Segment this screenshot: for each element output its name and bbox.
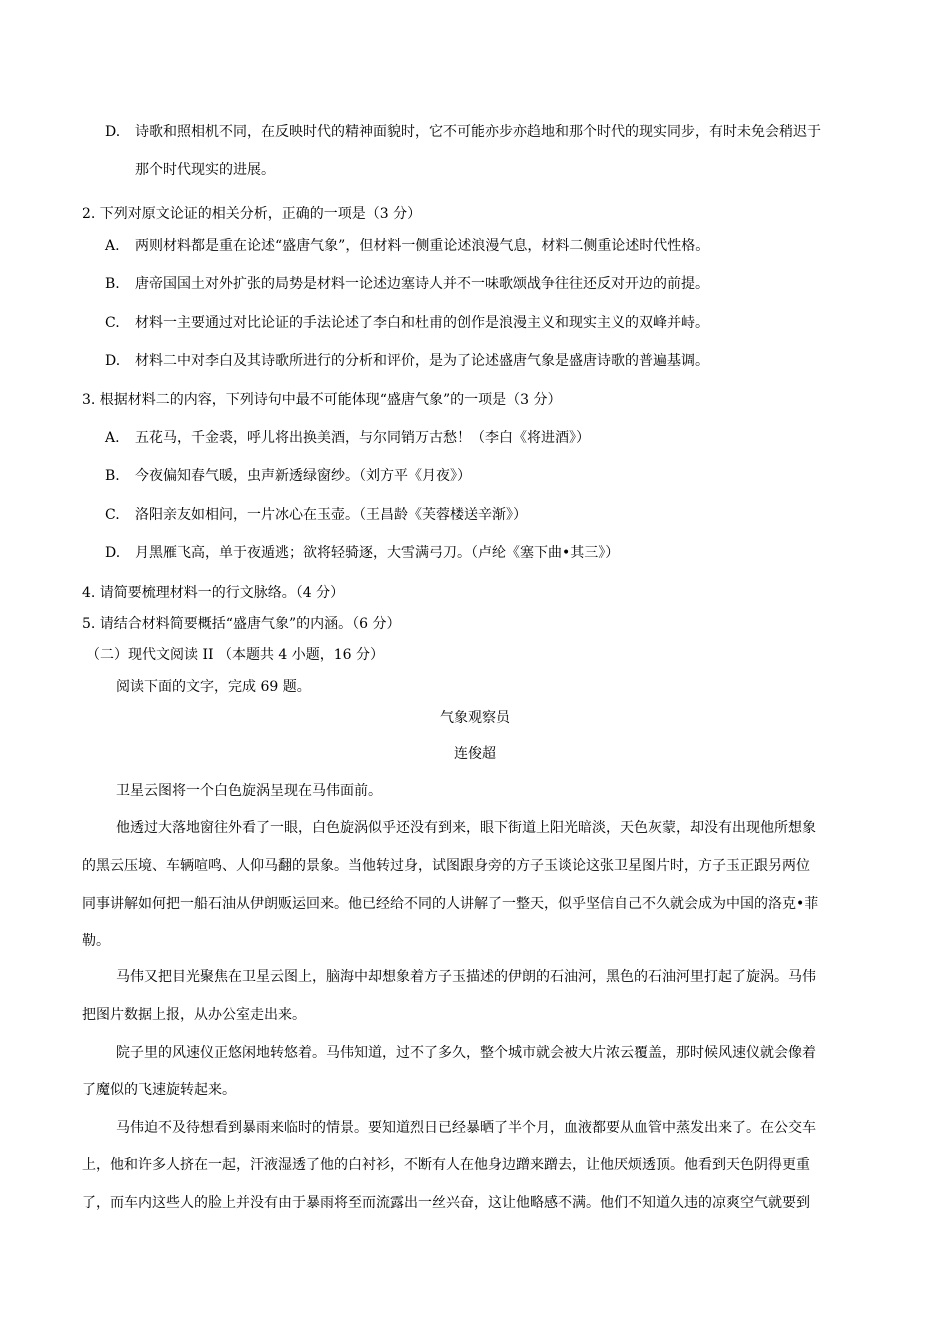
question-4: 4. 请简要梳理材料一的行文脉络。（4 分） xyxy=(82,585,345,601)
option-letter: B. xyxy=(105,468,120,484)
q2-option-d xyxy=(105,351,709,371)
option-letter: B. xyxy=(105,276,120,292)
option-text: 材料二中对李白及其诗歌所进行的分析和评价，是为了论述盛唐气象是盛唐诗歌的普遍基调。 xyxy=(135,353,709,369)
option-letter: A. xyxy=(105,238,120,254)
q2-option-b xyxy=(105,274,709,294)
q3-option-a xyxy=(105,428,590,448)
option-text: 今夜偏知春气暖，虫声新透绿窗纱。（刘方平《月夜》） xyxy=(135,468,471,484)
option-d-line2: 那个时代现实的进展。 xyxy=(135,162,275,178)
reading-instruction: 阅读下面的文字，完成 69 题。 xyxy=(116,679,311,695)
question-2-stem: 2. 下列对原文论证的相关分析，正确的一项是（3 分） xyxy=(82,206,422,222)
option-letter: D. xyxy=(105,124,121,140)
paragraph-5-line-2: 上，他和许多人挤在一起，汗液湿透了他的白衬衫，不断有人在他身边蹭来蹭去，让他厌烦透顶。他看到天色阴得更重 xyxy=(82,1157,810,1173)
option-text: 唐帝国国土对外扩张的局势是材料一论述边塞诗人并不一味歌颂战争往往还反对开边的前提。 xyxy=(135,276,709,292)
option-d-line1 xyxy=(105,122,821,142)
paragraph-2-line-1: 他透过大落地窗往外看了一眼，白色旋涡似乎还没有到来，眼下街道上阳光暗淡，天色灰蒙，却没有出现他所想象 xyxy=(116,820,816,836)
paragraph-1-line-1: 卫星云图将一个白色旋涡呈现在马伟面前。 xyxy=(116,783,382,799)
paragraph-4-line-2: 了魔似的飞速旋转起来。 xyxy=(82,1082,236,1098)
q2-option-c xyxy=(105,313,709,333)
option-text: 五花马，千金裘，呼儿将出换美酒，与尔同销万古愁！（李白《将进酒》） xyxy=(135,430,590,446)
option-text: 诗歌和照相机不同，在反映时代的精神面貌时，它不可能亦步亦趋地和那个时代的现实同步，有时未免会稍迟于 xyxy=(135,124,821,140)
option-text: 材料一主要通过对比论证的手法论述了李白和杜甫的创作是浪漫主义和现实主义的双峰并峙。 xyxy=(135,315,709,331)
section-heading: （二）现代文阅读 II （本题共 4 小题，16 分） xyxy=(86,647,385,663)
paragraph-4-line-1: 院子里的风速仪正悠闲地转悠着。马伟知道，过不了多久，整个城市就会被大片浓云覆盖，那时候风速仪就会像着 xyxy=(116,1045,816,1061)
q3-option-d xyxy=(105,543,619,563)
paragraph-3-line-2: 把图片数据上报，从办公室走出来。 xyxy=(82,1007,306,1023)
option-letter: C. xyxy=(105,507,120,523)
paragraph-3-line-1: 马伟又把目光聚焦在卫星云图上，脑海中却想象着方子玉描述的伊朗的石油河，黑色的石油河里打起了旋涡。马伟 xyxy=(116,969,816,985)
article-author: 连俊超 xyxy=(454,746,496,762)
paragraph-2-line-3: 同事讲解如何把一船石油从伊朗贩运回来。他已经给不同的人讲解了一整天，似乎坚信自己不久就会成为中国的洛克•菲 xyxy=(82,896,819,912)
option-text: 洛阳亲友如相问，一片冰心在玉壶。（王昌龄《芙蓉楼送辛渐》） xyxy=(135,507,527,523)
q3-option-b xyxy=(105,466,471,486)
question-5: 5. 请结合材料简要概括“盛唐气象”的内涵。（6 分） xyxy=(82,616,401,632)
option-text: 两则材料都是重在论述“盛唐气象”，但材料一侧重论述浪漫气息，材料二侧重论述时代性格。 xyxy=(135,238,710,254)
article-title: 气象观察员 xyxy=(440,710,510,726)
option-text: 月黑雁飞高，单于夜遁逃；欲将轻骑逐，大雪满弓刀。（卢纶《塞下曲•其三》） xyxy=(135,545,620,561)
paragraph-5-line-3: 了，而车内这些人的脸上并没有由于暴雨将至而流露出一丝兴奋，这让他略感不满。他们不知道久违的凉爽空气就要到 xyxy=(82,1195,810,1211)
option-letter: C. xyxy=(105,315,120,331)
q2-option-a xyxy=(105,236,709,256)
paragraph-2-line-2: 的黑云压境、车辆喧鸣、人仰马翻的景象。当他转过身，试图跟身旁的方子玉谈论这张卫星图片时，方子玉正跟另两位 xyxy=(82,858,810,874)
paragraph-2-line-4: 勒。 xyxy=(82,933,110,949)
option-letter: A. xyxy=(105,430,120,446)
option-letter: D. xyxy=(105,545,121,561)
option-letter: D. xyxy=(105,353,121,369)
paragraph-5-line-1: 马伟迫不及待想看到暴雨来临时的情景。要知道烈日已经暴晒了半个月，血液都要从血管中蒸发出来了。在公交车 xyxy=(116,1120,816,1136)
question-3-stem: 3. 根据材料二的内容，下列诗句中最不可能体现“盛唐气象”的一项是（3 分） xyxy=(82,392,562,408)
q3-option-c xyxy=(105,505,527,525)
